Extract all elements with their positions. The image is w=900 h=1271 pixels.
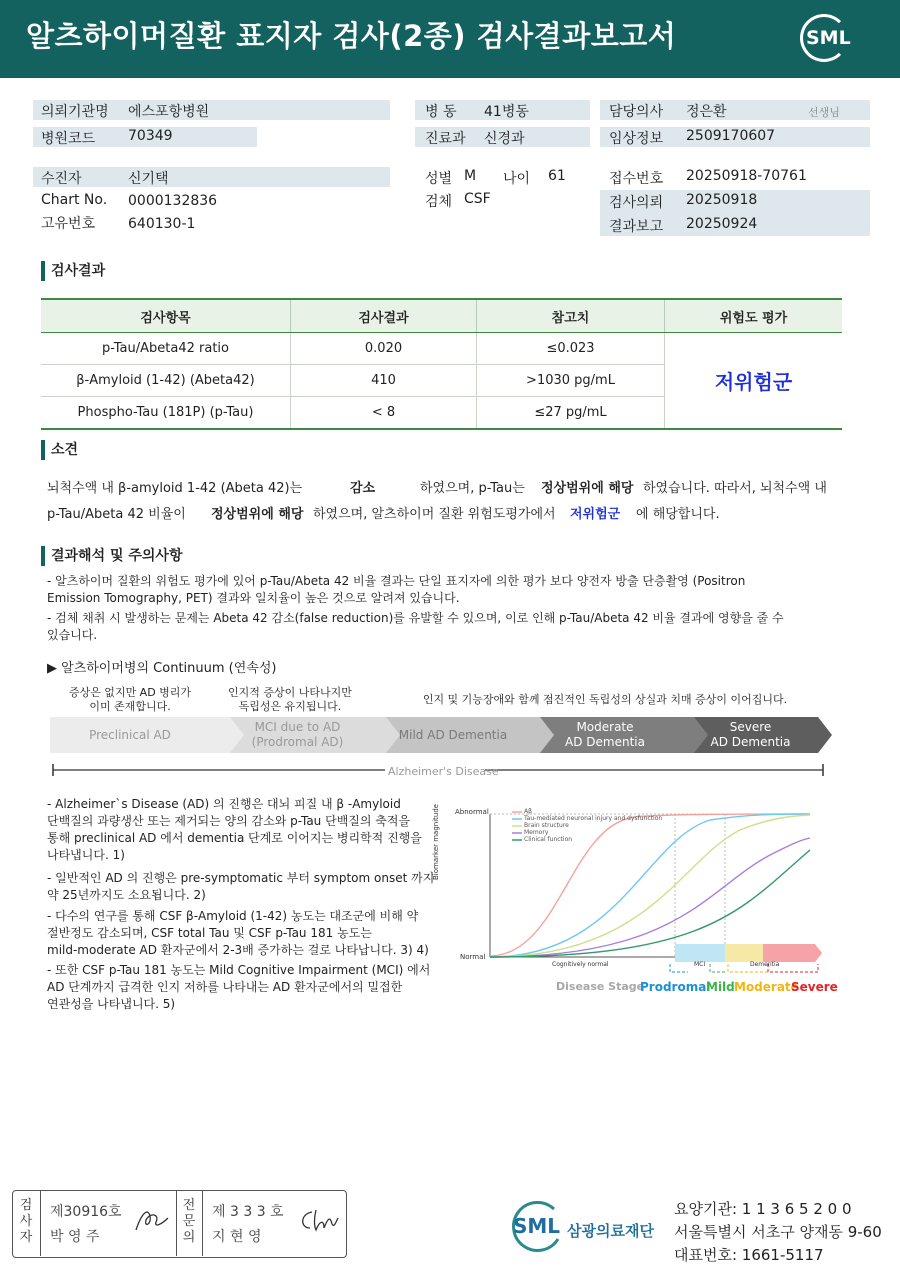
results-table: [41, 298, 842, 430]
signature-1: [132, 1206, 172, 1234]
continuum-caption-3: 인지 및 기능장애와 함께 점진적인 독립성의 상실과 치매 증상이 이어집니다.: [422, 693, 788, 706]
chart-value: 0000132836: [128, 193, 218, 209]
opinion-line2-d: 저위험군: [570, 507, 621, 522]
stamp2-name: 지 현 영: [212, 1229, 262, 1245]
graph-stage-severe: Severe: [791, 980, 838, 994]
header-result: 검사결과: [291, 299, 477, 333]
row3-result: < 8: [291, 397, 477, 430]
opinion-line2-b: 정상범위에 해당: [211, 507, 304, 522]
results-section-title: 검사결과: [41, 261, 105, 281]
interpretation-note-2: - 검체 채취 시 발생하는 문제는 Abeta 42 감소(false reduction)를 유발할 수 있으며, 이로 인해 p-Tau/Abeta 42 비율 결과에 영향을 줄 수 있습니다.: [47, 611, 784, 642]
header-item: 검사항목: [41, 299, 291, 333]
report-header: [0, 0, 900, 78]
stage-label-preclinical: Preclinical AD: [89, 727, 171, 742]
stage-label-mild: Mild AD Dementia: [398, 727, 508, 742]
institution-value: 에스포항병원: [128, 104, 210, 120]
unique-label: 고유번호: [41, 216, 96, 232]
row3-ref: ≤27 pg/mL: [477, 397, 665, 430]
stamp-divider-1: [40, 1190, 41, 1256]
org-name: 삼광의료재단: [567, 1222, 654, 1240]
org-code: 요양기관: 1 1 3 6 5 2 0 0: [674, 1200, 852, 1218]
stamp1-number: 제30916호: [50, 1204, 122, 1220]
chart-label: Chart No.: [41, 192, 108, 208]
graph-stage-prodromal: Prodromal: [640, 980, 711, 994]
opinion-line1-d: 정상범위에 해당: [541, 481, 634, 496]
request-value: 20250918: [686, 192, 758, 208]
org-logo: SML: [513, 1214, 561, 1238]
row1-item: p-Tau/Abeta42 ratio: [41, 333, 291, 365]
graph-y-bottom: Normal: [460, 953, 486, 961]
clinical-label: 임상정보: [609, 131, 664, 147]
receipt-label: 접수번호: [609, 171, 664, 187]
opinion-line1-b: 감소: [350, 481, 376, 496]
info-bar-patient: [33, 167, 390, 187]
hospital-code-label: 병원코드: [41, 131, 96, 147]
row2-item: β-Amyloid (1-42) (Abeta42): [41, 365, 291, 397]
doctor-value: 정은환: [686, 104, 727, 120]
report-title: 알츠하이머질환 표지자 검사(2종) 검사결과보고서: [26, 19, 677, 53]
opinion-section-title: 소견: [41, 440, 78, 460]
legend-memory: Memory: [524, 829, 549, 836]
bullet-2: - 일반적인 AD 의 진행은 pre-symptomatic 부터 symptom onset 까지 약 25년까지도 소요됩니다. 2): [47, 871, 435, 902]
disease-label: Alzheimer's Disease: [388, 765, 499, 778]
continuum-caption-1: 증상은 없지만 AD 병리가 이미 존재합니다.: [68, 686, 192, 713]
graph-stage-moderate: Moderate: [734, 980, 799, 994]
graph-legend: [524, 808, 662, 843]
patient-value: 신기택: [128, 171, 169, 187]
row2-ref: >1030 pg/mL: [477, 365, 665, 397]
legend-abeta: Aβ: [524, 808, 532, 815]
continuum-title: ▶ 알츠하이머병의 Continuum (연속성): [47, 661, 277, 676]
age-label: 나이: [503, 171, 531, 187]
stamp2-vertical-label: 전 문 의: [182, 1198, 196, 1245]
stage-label-moderate: Moderate AD Dementia: [565, 720, 645, 749]
graph-stage-mild: Mild: [706, 980, 735, 994]
org-phone: 대표번호: 1661-5117: [674, 1246, 824, 1264]
hospital-code-value: 70349: [128, 128, 173, 144]
graph-y-top: Abnormal: [455, 808, 489, 816]
graph-x-normal: Cognitively normal: [552, 961, 609, 968]
receipt-value: 20250918-70761: [686, 168, 807, 184]
stage-label-mci: MCI due to AD (Prodromal AD): [251, 720, 344, 749]
dept-label: 진료과: [425, 131, 466, 147]
bullet-3: - 다수의 연구를 통해 CSF β-Amyloid (1-42) 농도는 대조군에 비해 약 절반정도 감소되며, CSF total Tau 및 CSF p-Tau 181 농도는 mild-moderate AD 환자군에서 2-3배 증가하는 걸로 나타납니다. 3) 4): [47, 909, 429, 957]
curve-clinical: [490, 850, 810, 957]
risk-assessment: 저위험군: [665, 333, 843, 430]
report-value: 20250924: [686, 216, 758, 232]
request-label: 검사의뢰: [609, 195, 664, 211]
stamp-divider-2: [176, 1190, 177, 1256]
sex-value: M: [464, 168, 477, 184]
opinion-line1-e: 하였습니다. 따라서, 뇌척수액 내: [643, 481, 827, 496]
curve-memory: [490, 838, 810, 957]
org-address: 서울특별시 서초구 양재동 9-60: [674, 1223, 882, 1241]
graph-stage-label: Disease Stage: [556, 980, 645, 993]
interpretation-note-1: - 알츠하이머 질환의 위험도 평가에 있어 p-Tau/Abeta 42 비율 결과는 단일 표지자에 의한 평가 보다 양전자 방출 단층촬영 (Positron Emission Tomography, PET) 결과와 일치율이 높은 것으로 알려져 있습니다.: [47, 574, 746, 605]
row3-item: Phospho-Tau (181P) (p-Tau): [41, 397, 291, 430]
graph-y-axis-label: Biomarker magnitude: [432, 803, 440, 880]
header-risk: 위험도 평가: [665, 299, 843, 333]
continuum-caption-2: 인지적 증상이 나타나지만 독립성은 유지됩니다.: [228, 686, 352, 713]
table-row: [41, 333, 842, 365]
stamp1-vertical-label: 검 사 자: [19, 1198, 33, 1245]
results-header-row: [41, 299, 842, 333]
opinion-line2-a: p-Tau/Abeta 42 비율이: [47, 507, 186, 522]
stamp-divider-3: [202, 1190, 203, 1256]
legend-tau: Tau-mediated neuronal injury and dysfunction: [524, 815, 663, 822]
row1-result: 0.020: [291, 333, 477, 365]
graph-x-mci: MCI: [694, 961, 706, 968]
stamp2-number: 제 3 3 3 호: [212, 1204, 284, 1220]
stage-label-severe: Severe AD Dementia: [710, 720, 791, 749]
bullet-1: - Alzheimer`s Disease (AD) 의 진행은 대뇌 피질 내 β -Amyloid 단백질의 과량생산 또는 제거되는 양의 감소와 p-Tau 단백질의 축적을 통해 preclinical AD 에서 dementia 단계로 이어지는 병리학적 진행을 나타냅니다. 1): [47, 797, 422, 862]
band-dementia: [763, 944, 822, 962]
band-mci: [675, 944, 725, 962]
ward-value: 41병동: [484, 104, 529, 120]
sex-label: 성별: [425, 171, 453, 187]
opinion-line1-a: 뇌척수액 내 β-amyloid 1-42 (Abeta 42)는: [47, 481, 303, 496]
row2-result: 410: [291, 365, 477, 397]
stamp1-name: 박 영 주: [50, 1229, 100, 1245]
patient-label: 수진자: [41, 171, 82, 187]
doctor-suffix: 선생님: [808, 106, 840, 119]
opinion-line2-c: 하였으며, 알츠하이머 질환 위험도평가에서: [313, 507, 556, 522]
signature-2: [296, 1206, 340, 1234]
opinion-line2-e: 에 해당합니다.: [636, 507, 720, 522]
doctor-label: 담당의사: [609, 104, 664, 120]
institution-label: 의뢰기관명: [41, 104, 109, 120]
interpretation-section-title: 결과해석 및 주의사항: [41, 546, 182, 566]
row1-ref: ≤0.023: [477, 333, 665, 365]
bullet-4: - 또한 CSF p-Tau 181 농도는 Mild Cognitive Impairment (MCI) 에서 AD 단계까지 급격한 인지 저하를 나타내는 AD 환자군에서의 밀접한 연관성을 나타냅니다. 5): [47, 963, 431, 1011]
legend-clinical: Clinical function: [524, 836, 573, 843]
header-ref: 참고치: [477, 299, 665, 333]
sml-logo: SML: [806, 27, 851, 49]
clinical-value: 2509170607: [686, 128, 776, 144]
legend-brain: Brain structure: [524, 822, 569, 829]
specimen-value: CSF: [464, 191, 491, 207]
dept-value: 신경과: [484, 131, 525, 147]
graph-x-dementia: Dementia: [750, 961, 780, 968]
report-label: 결과보고: [609, 219, 664, 235]
unique-value: 640130-1: [128, 216, 196, 232]
band-mild: [725, 944, 763, 962]
age-value: 61: [548, 168, 566, 184]
specimen-label: 검체: [425, 194, 453, 210]
opinion-line1-c: 하였으며, p-Tau는: [420, 481, 525, 496]
ward-label: 병 동: [425, 104, 457, 120]
